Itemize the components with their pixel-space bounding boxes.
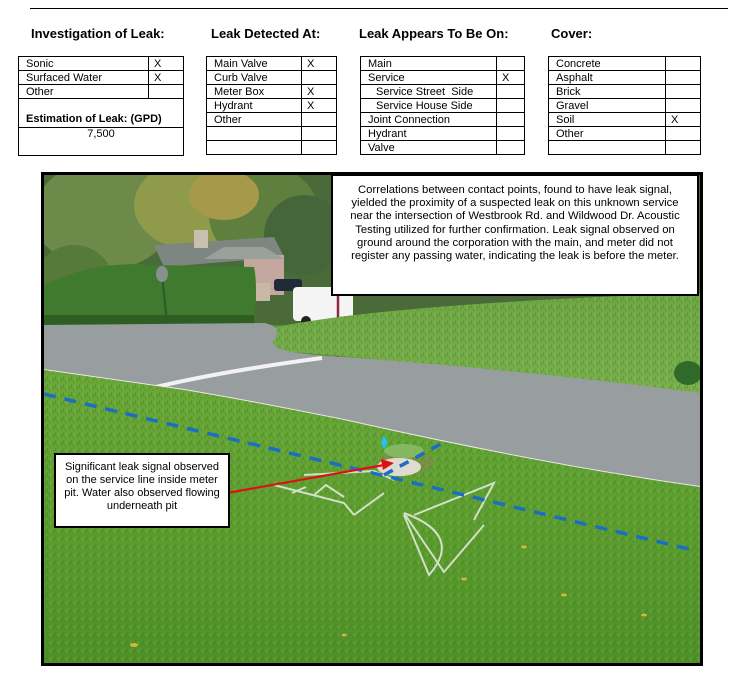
table-row <box>207 99 337 113</box>
heading-cover: Cover: <box>551 26 593 41</box>
callout-meter-pit: Significant leak signal observed on the service line inside meter pit. Water also observed flowing underneath pit <box>54 453 230 528</box>
row-mark[interactable] <box>497 141 525 155</box>
row-mark[interactable] <box>149 85 184 99</box>
row-mark[interactable]: X <box>149 71 184 85</box>
row-label: Main Valve <box>207 57 302 71</box>
row-mark[interactable]: X <box>666 113 701 127</box>
row-mark[interactable] <box>666 127 701 141</box>
table-row <box>361 71 525 85</box>
row-label: Service House Side <box>361 99 497 113</box>
row-label: Joint Connection <box>361 113 497 127</box>
row-mark[interactable] <box>497 113 525 127</box>
row-mark[interactable] <box>497 127 525 141</box>
row-mark[interactable]: X <box>497 71 525 85</box>
table-row <box>549 57 701 71</box>
estimation-label-box <box>18 98 184 127</box>
table-row <box>207 57 337 71</box>
row-label: Soil <box>549 113 666 127</box>
row-label: Valve <box>361 141 497 155</box>
row-mark[interactable] <box>666 71 701 85</box>
table-row <box>549 127 701 141</box>
appears-on-table <box>360 56 525 155</box>
table-row <box>549 71 701 85</box>
row-mark[interactable] <box>497 99 525 113</box>
row-label: Meter Box <box>207 85 302 99</box>
table-row <box>361 141 525 155</box>
row-label: Other <box>549 127 666 141</box>
row-label: Brick <box>549 85 666 99</box>
row-label: Service <box>361 71 497 85</box>
row-label: Main <box>361 57 497 71</box>
row-label: Asphalt <box>549 71 666 85</box>
row-mark[interactable]: X <box>302 99 337 113</box>
row-mark[interactable]: X <box>302 57 337 71</box>
row-label: Hydrant <box>207 99 302 113</box>
table-row <box>207 85 337 99</box>
table-row <box>19 71 184 85</box>
row-label <box>207 127 302 141</box>
row-mark[interactable] <box>666 141 701 155</box>
row-label: Sonic <box>19 57 149 71</box>
table-row <box>549 99 701 113</box>
row-label <box>207 141 302 155</box>
investigation-table <box>18 56 184 99</box>
row-label: Hydrant <box>361 127 497 141</box>
row-mark[interactable] <box>302 127 337 141</box>
row-label <box>549 141 666 155</box>
estimation-label: Estimation of Leak: (GPD) <box>26 113 162 125</box>
table-row <box>207 127 337 141</box>
row-label: Concrete <box>549 57 666 71</box>
row-mark[interactable] <box>666 85 701 99</box>
site-photo <box>41 172 703 666</box>
table-row <box>19 85 184 99</box>
table-row <box>361 127 525 141</box>
row-label: Gravel <box>549 99 666 113</box>
row-label: Service Street Side <box>361 85 497 99</box>
table-row <box>361 99 525 113</box>
table-row <box>549 113 701 127</box>
cover-table <box>548 56 701 155</box>
callout-correlation-summary: Correlations between contact points, found to have leak signal, yielded the proximity of a suspected leak on this unknown service near the intersection of Westbrook Rd. and Wildwood Dr. Acoustic Testing utilized for further confirmation. Leak signal observed on ground around the corporation with the main, and meter did not register any passing water, indicating the leak is before the meter. <box>331 174 699 296</box>
heading-investigation: Investigation of Leak: <box>31 26 165 41</box>
row-label: Other <box>19 85 149 99</box>
row-mark[interactable] <box>497 85 525 99</box>
table-row <box>207 141 337 155</box>
row-label: Curb Valve <box>207 71 302 85</box>
table-row <box>361 85 525 99</box>
row-mark[interactable] <box>302 113 337 127</box>
row-mark[interactable] <box>302 71 337 85</box>
table-row <box>549 141 701 155</box>
table-row <box>207 71 337 85</box>
row-mark[interactable] <box>497 57 525 71</box>
heading-detected-at: Leak Detected At: <box>211 26 321 41</box>
row-mark[interactable]: X <box>302 85 337 99</box>
row-mark[interactable] <box>666 57 701 71</box>
row-mark[interactable] <box>666 99 701 113</box>
row-label: Other <box>207 113 302 127</box>
detected-at-table <box>206 56 337 155</box>
table-row <box>361 113 525 127</box>
row-mark[interactable] <box>302 141 337 155</box>
row-mark[interactable]: X <box>149 57 184 71</box>
table-row <box>361 57 525 71</box>
row-label: Surfaced Water <box>19 71 149 85</box>
heading-appears-on: Leak Appears To Be On: <box>359 26 509 41</box>
table-row <box>19 57 184 71</box>
top-rule <box>30 8 728 9</box>
estimation-value[interactable]: 7,500 <box>18 127 184 156</box>
table-row <box>207 113 337 127</box>
table-row <box>549 85 701 99</box>
